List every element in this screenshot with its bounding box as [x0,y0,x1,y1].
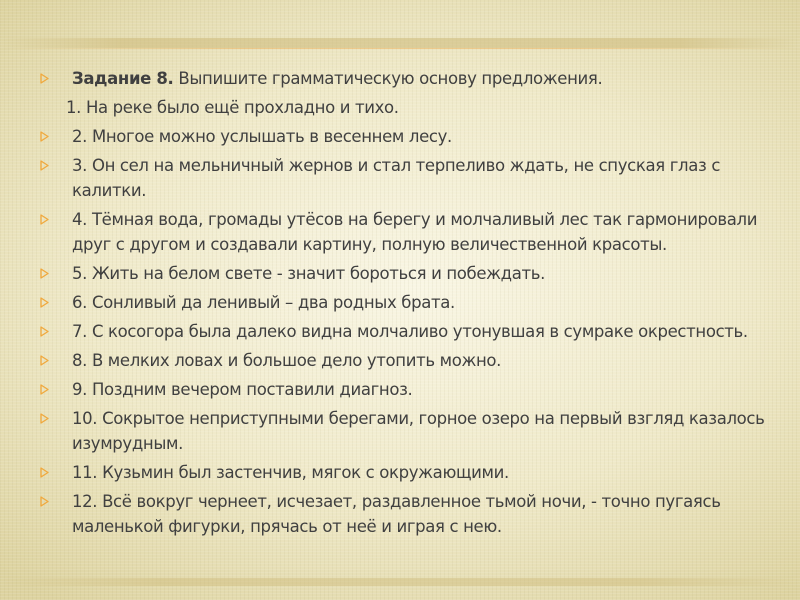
bullet-icon [40,207,54,232]
list-item [34,207,779,257]
list-item [34,261,779,286]
sentence-text: 3. Он сел на мельничный жернов и стал терпеливо ждать, не спуская глаз с калитки. [72,156,721,200]
bullet-icon [40,319,54,344]
sentence-text: 5. Жить на белом свете - значит бороться и побеждать. [72,264,546,283]
bullet-icon [40,489,54,514]
sentence-text: 4. Тёмная вода, громады утёсов на берегу и молчаливый лес так гармонировали друг с другом и создавали картину, полную величественной красоты. [72,210,758,254]
bullet-icon [40,377,54,402]
sentence-text: 9. Поздним вечером поставили диагноз. [72,380,413,399]
sentence-text: 1. На реке было ещё прохладно и тихо. [66,98,399,117]
task-instruction: Выпишите грамматическую основу предложения. [173,69,603,88]
bullet-icon [40,348,54,373]
top-accent-line [0,48,800,49]
bullet-icon [40,290,54,315]
sentence-text: 11. Кузьмин был застенчив, мягок с окружающими. [72,463,509,482]
list-item [34,95,779,120]
list-item [34,153,779,203]
task-heading: Задание 8. [72,69,174,88]
bottom-decorative-band [0,578,800,586]
bullet-icon [40,261,54,286]
list-item [34,124,779,149]
sentence-text: 6. Сонливый да ленивый – два родных брата. [72,293,455,312]
bullet-icon [40,406,54,431]
bullet-icon [40,460,54,485]
sentence-list [34,95,779,539]
list-item [34,290,779,315]
list-item [34,348,779,373]
list-item [34,489,779,539]
list-item [34,319,779,344]
sentence-text: 12. Всё вокруг чернеет, исчезает, раздавленное тьмой ночи, - точно пугаясь маленькой фигурки, прячась от неё и играя с нею. [72,492,721,536]
sentence-text: 10. Сокрытое неприступными берегами, горное озеро на первый взгляд казалось изумрудным. [72,409,765,453]
sentence-text: 8. В мелких ловах и большое дело утопить можно. [72,351,502,370]
sentence-text: 7. С косогора была далеко видна молчаливо утонувшая в сумраке окрестность. [72,322,748,341]
sentence-text: 2. Многое можно услышать в весеннем лесу. [72,127,452,146]
slide-content [34,66,779,543]
list-item [34,377,779,402]
list-item [34,460,779,485]
list-item [34,406,779,456]
task-heading-line [34,66,779,91]
bullet-icon [40,153,54,178]
bullet-icon [40,66,54,91]
top-decorative-band [0,38,800,48]
bullet-icon [40,124,54,149]
